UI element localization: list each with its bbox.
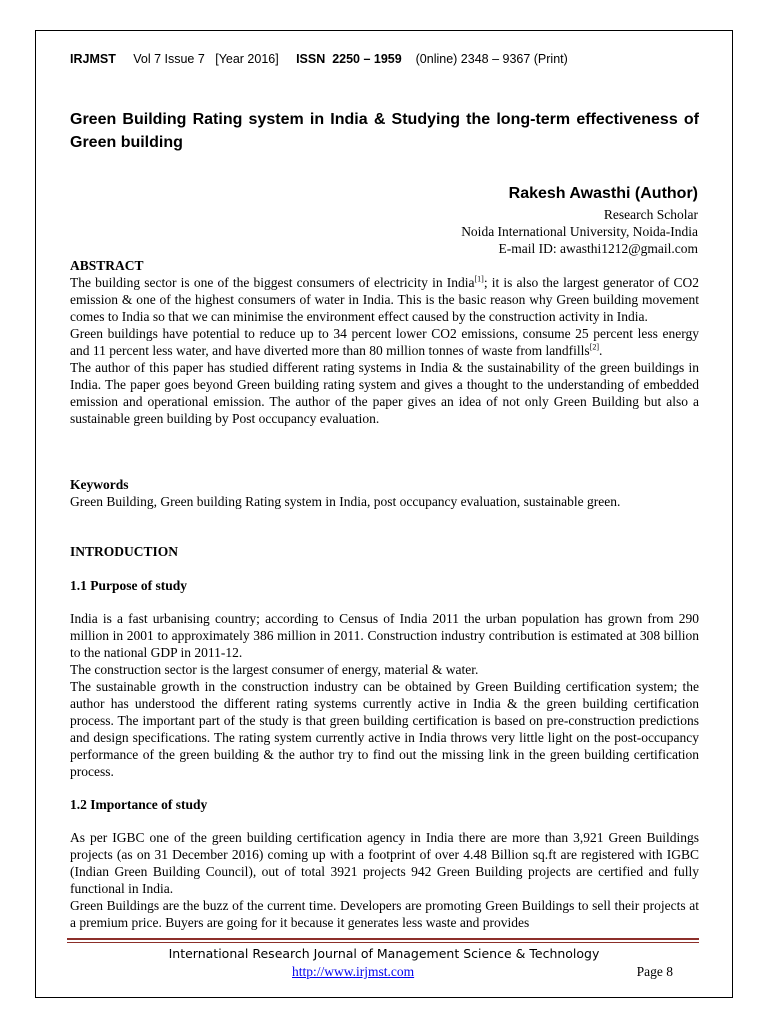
footer-rule-thin [67, 942, 699, 943]
paragraph: The sustainable growth in the construction industry can be obtained by Green Building certification system; the author has understood the different rating systems currently active in India & the green building certification process. The important part of the study is that green building certification is based on pre-construction predictions and design specifications. The rating system currently active in India throws very little light on the post-occupancy performance of the green building & the author try to find out the missing link in the green building certification process. [70, 679, 699, 779]
running-header [70, 52, 710, 66]
section-1-2-body [70, 829, 699, 931]
author-role: Research Scholar [603, 207, 698, 222]
paper-title: Green Building Rating system in India & Studying the long-term effectiveness of Green building [70, 111, 699, 151]
abstract-paragraph: The building sector is one of the biggest consumers of electricity in India[1]; it is also the largest generator of CO2 emission & one of the highest consumers of water in India. This is the basic reason why Green building movement comes to India so that we can minimise the environment effect caused by the construction activity in India. [70, 274, 699, 324]
year: [Year 2016] [215, 52, 279, 66]
journal-abbrev: IRJMST [70, 52, 116, 66]
page-number: Page 8 [636, 964, 673, 979]
section-1-1-heading: 1.1 Purpose of study [70, 578, 188, 593]
paragraph: India is a fast urbanising country; according to Census of India 2011 the urban population has grown from 290 million in 2001 to approximately 386 million in 2011. Construction industry contribution is estimated at 308 billion to the national GDP in 2011-12. [70, 611, 699, 660]
abstract-section [70, 257, 699, 427]
volume-issue: Vol 7 Issue 7 [133, 52, 205, 66]
section-1-1-body [70, 610, 699, 780]
abstract-paragraph: Green buildings have potential to reduce up to 34 percent lower CO2 emissions, consume 25 percent less energy and 11 percent less water, and have diverted more than 80 million tonnes of waste from landfills[2]. [70, 326, 699, 358]
introduction-heading: INTRODUCTION [70, 544, 179, 559]
reference-1: [1] [474, 274, 484, 284]
author-name: Rakesh Awasthi (Author) [508, 185, 698, 202]
author-block [461, 182, 698, 257]
footer-journal-name: International Research Journal of Management Science & Technology [168, 946, 600, 961]
keywords-heading: Keywords [70, 477, 129, 492]
paragraph: The construction sector is the largest consumer of energy, material & water. [70, 662, 479, 677]
keywords-section [70, 476, 699, 510]
footer-rule [67, 938, 699, 940]
author-email: E-mail ID: awasthi1212@gmail.com [498, 241, 698, 256]
issn: ISSN 2250 – 1959 [296, 52, 402, 66]
issn-online: (0nline) 2348 – 9367 (Print) [415, 52, 568, 66]
paragraph: As per IGBC one of the green building certification agency in India there are more than 3,921 Green Buildings projects (as on 31 December 2016) coming up with a footprint of over 4.48 Billion sq.ft are registered with IGBC (Indian Green Building Council), out of total 3921 projects 942 Green Building projects are certified and fully functional in India. [70, 830, 699, 896]
footer-journal-link[interactable]: http://www.irjmst.com [292, 964, 415, 979]
section-1-2-heading: 1.2 Importance of study [70, 797, 208, 812]
reference-2: [2] [589, 342, 600, 352]
paragraph: Green Buildings are the buzz of the current time. Developers are promoting Green Buildings to sell their projects at a premium price. Buyers are going for it because it generates less waste and provides [70, 898, 699, 930]
abstract-heading: ABSTRACT [70, 258, 144, 273]
author-affiliation: Noida International University, Noida-India [461, 224, 698, 239]
keywords-text: Green Building, Green building Rating system in India, post occupancy evaluation, sustainable green. [70, 494, 621, 509]
abstract-paragraph: The author of this paper has studied different rating systems in India & the sustainability of the green buildings in India. The paper goes beyond Green building rating system and gives a thought to the understanding of embedded emission and operational emission. The author of the paper gives an idea of not only Green Building but also a sustainable green building by Post occupancy evaluation. [70, 360, 699, 426]
